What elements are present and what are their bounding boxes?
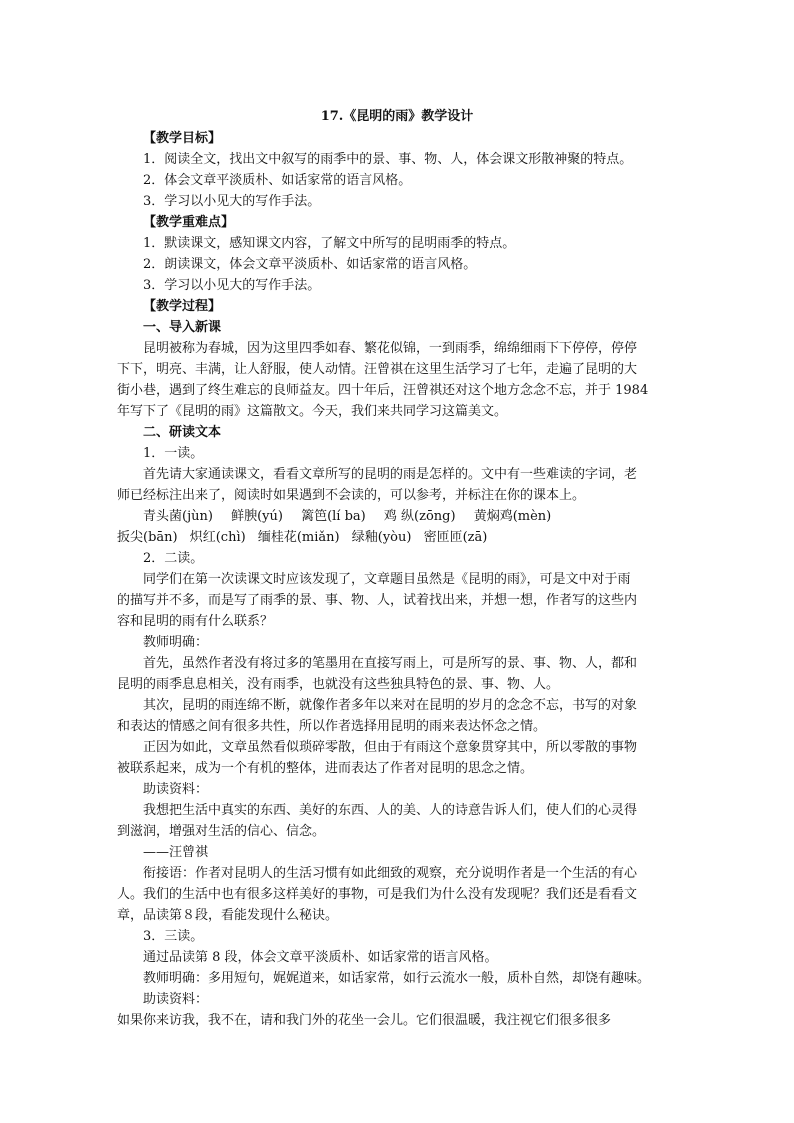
text-line: 人。我们的生活中也有很多这样美好的事物，可是我们为什么没有发现呢？我们还是看看文 <box>117 887 638 902</box>
text-line: 首先请大家通读课文，看看文章所写的昆明的雨是怎样的。文中有一些难读的字词，老 <box>143 467 638 482</box>
text-line: 1．阅读全文，找出文中叙写的雨季中的景、事、物、人，体会课文形散神聚的特点。 <box>143 152 633 167</box>
text-line: 正因为如此，文章虽然看似琐碎零散，但由于有雨这个意象贯穿其中，所以零散的事物 <box>143 740 638 755</box>
pinyin-word: 密匝匝(zā) <box>423 530 488 545</box>
text-line: 被联系起来，成为一个有机的整体，进而表达了作者对昆明的思念之情。 <box>117 761 534 776</box>
pinyin-word: 黄焖鸡(mèn) <box>473 509 552 524</box>
text-line: 昆明被称为春城，因为这里四季如春、繁花似锦，一到雨季，绵绵细雨下下停停，停停 <box>143 341 638 356</box>
pinyin-word: 鸡 纵(zōng) <box>383 509 456 524</box>
section-heading-goals: 【教学目标】 <box>143 131 222 146</box>
text-line: 昆明的雨季息息相关，没有雨季，也就没有这些独具特色的景、事、物、人。 <box>117 677 560 692</box>
pinyin-word: 扳尖(bān) <box>117 530 178 545</box>
text-line: 3．学习以小见大的写作手法。 <box>143 194 321 209</box>
document-title: 17.《昆明的雨》教学设计 <box>320 109 474 124</box>
quote-attribution: ——汪曾祺 <box>143 845 209 860</box>
text-line: 1．默读课文，感知课文内容，了解文中所写的昆明雨季的特点。 <box>143 236 516 251</box>
text-line: 到滋润，增强对生活的信心、信念。 <box>117 824 326 839</box>
section-heading-process: 【教学过程】 <box>143 299 222 314</box>
text-line: 3．三读。 <box>143 929 204 944</box>
pinyin-word: 缅桂花(miǎn) <box>257 530 340 545</box>
text-line: 的描写并不多，而是写了雨季的景、事、物、人，试着找出来，并想一想，作者写的这些内 <box>117 593 638 608</box>
pinyin-word: 青头菌(jùn) <box>143 509 213 524</box>
pinyin-word: 篱笆(lí ba) <box>301 509 366 524</box>
subheading-study: 二、研读文本 <box>143 425 222 440</box>
text-line: 其次，昆明的雨连绵不断，就像作者多年以来对在昆明的岁月的念念不忘，书写的对象 <box>143 698 638 713</box>
text-line: 助读资料： <box>143 782 209 797</box>
text-line: 和表达的情感之间有很多共性，所以作者选择用昆明的雨来表达怀念之情。 <box>117 719 547 734</box>
text-line: 教师明确： <box>143 635 209 650</box>
text-line: 1．一读。 <box>143 446 204 461</box>
text-line: 下下，明亮、丰满，让人舒服，使人动情。汪曾祺在这里生活学习了七年，走遍了昆明的大 <box>117 362 638 377</box>
text-line: 章，品读第８段，看能发现什么秘诀。 <box>117 908 339 923</box>
pinyin-row <box>117 527 495 548</box>
pinyin-word: 鲜腴(yú) <box>231 509 283 524</box>
text-line: 首先，虽然作者没有将过多的笔墨用在直接写雨上，可是所写的景、事、物、人，都和 <box>143 656 638 671</box>
text-line: 助读资料： <box>143 992 209 1007</box>
text-line: 2．体会文章平淡质朴、如话家常的语言风格。 <box>143 173 412 188</box>
pinyin-word: 绿釉(yòu) <box>351 530 412 545</box>
text-line: 2．二读。 <box>143 551 204 566</box>
text-line: 通过品读第 8 段，体会文章平淡质朴、如话家常的语言风格。 <box>143 950 498 965</box>
text-line: 师已经标注出来了，阅读时如果遇到不会读的，可以参考，并标注在你的课本上。 <box>117 488 586 503</box>
section-heading-key-points: 【教学重难点】 <box>143 215 235 230</box>
text-line: 2．朗读课文，体会文章平淡质朴、如话家常的语言风格。 <box>143 257 477 272</box>
pinyin-word: 炽红(chì) <box>189 530 246 545</box>
text-line: 如果你来访我，我不在，请和我门外的花坐一会儿。它们很温暖，我注视它们很多很多 <box>117 1013 612 1028</box>
text-line: 街小巷，遇到了终生难忘的良师益友。四十年后，汪曾祺还对这个地方念念不忘，并于 1984 <box>117 383 649 398</box>
text-line: 同学们在第一次读课文时应该发现了，文章题目虽然是《昆明的雨》，可是文中对于雨 <box>143 572 631 587</box>
subheading-intro: 一、导入新课 <box>143 320 222 335</box>
text-line: 容和昆明的雨有什么联系？ <box>117 614 274 629</box>
text-line: 衔接语：作者对昆明人的生活习惯有如此细致的观察，充分说明作者是一个生活的有心 <box>143 866 638 881</box>
pinyin-row <box>143 506 565 527</box>
text-line: 年写下了《昆明的雨》这篇散文。今天，我们来共同学习这篇美文。 <box>117 404 508 419</box>
text-line: 我想把生活中真实的东西、美好的东西、人的美、人的诗意告诉人们，使人们的心灵得 <box>143 803 638 818</box>
text-line: 3．学习以小见大的写作手法。 <box>143 278 321 293</box>
text-line: 教师明确：多用短句，娓娓道来，如话家常，如行云流水一般，质朴自然，却饶有趣味。 <box>143 971 651 986</box>
